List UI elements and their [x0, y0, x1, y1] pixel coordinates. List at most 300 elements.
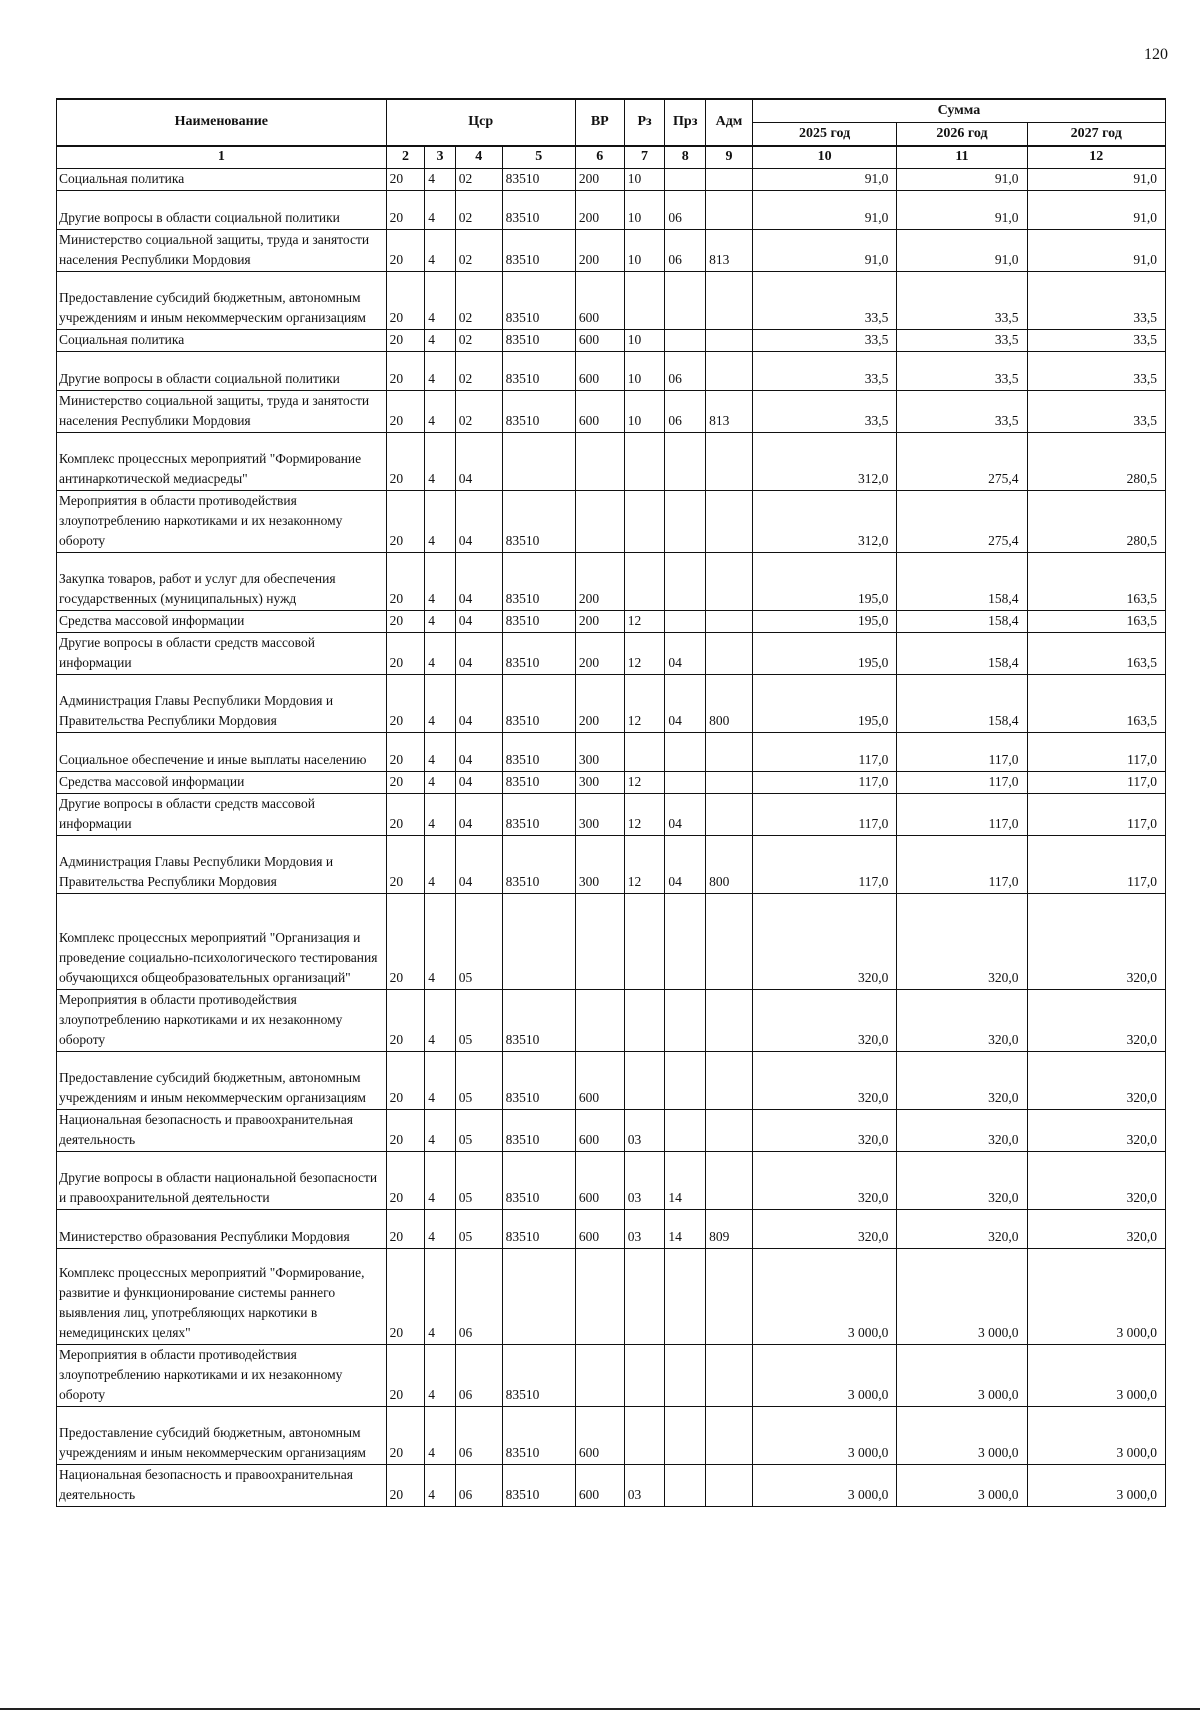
- cell-csr-program: 20: [386, 491, 425, 553]
- cell-csr-program: 20: [386, 1210, 425, 1249]
- cell-csr-program: 20: [386, 772, 425, 794]
- cell-csr-direction: 83510: [502, 794, 575, 836]
- cell-rz: 10: [624, 330, 665, 352]
- cell-sum-2026: 158,4: [897, 675, 1027, 733]
- cell-csr-type: 4: [425, 169, 456, 191]
- cell-sum-2026: 275,4: [897, 433, 1027, 491]
- cell-sum-2027: 117,0: [1027, 772, 1165, 794]
- cell-csr-program: 20: [386, 836, 425, 894]
- cell-sum-2027: 33,5: [1027, 330, 1165, 352]
- cell-rz: 12: [624, 611, 665, 633]
- cell-csr-type: 4: [425, 611, 456, 633]
- table-row: [57, 433, 1166, 491]
- cell-sum-2027: 33,5: [1027, 391, 1165, 433]
- table-row: [57, 272, 1166, 330]
- table-row: [57, 1249, 1166, 1345]
- cell-adm: [706, 794, 753, 836]
- cell-sum-2025: 195,0: [752, 611, 896, 633]
- cell-vr: [575, 1249, 624, 1345]
- cell-csr-direction: [502, 433, 575, 491]
- cell-csr-direction: 83510: [502, 633, 575, 675]
- cell-sum-2025: 312,0: [752, 433, 896, 491]
- cell-adm: [706, 433, 753, 491]
- cell-sum-2025: 3 000,0: [752, 1407, 896, 1465]
- header-prz: Прз: [665, 99, 706, 146]
- cell-sum-2025: 312,0: [752, 491, 896, 553]
- header-year-2027: 2027 год: [1027, 123, 1165, 147]
- cell-rz: [624, 1345, 665, 1407]
- cell-sum-2025: 320,0: [752, 1210, 896, 1249]
- cell-name: Министерство образования Республики Мордовия: [57, 1210, 387, 1249]
- cell-sum-2025: 117,0: [752, 772, 896, 794]
- cell-csr-type: 4: [425, 1249, 456, 1345]
- cell-csr-complex: 05: [455, 894, 502, 990]
- cell-sum-2025: 117,0: [752, 794, 896, 836]
- cell-csr-complex: 06: [455, 1345, 502, 1407]
- cell-prz: [665, 1249, 706, 1345]
- cell-csr-complex: 02: [455, 352, 502, 391]
- cell-vr: 200: [575, 611, 624, 633]
- table-row: [57, 611, 1166, 633]
- cell-csr-direction: 83510: [502, 1345, 575, 1407]
- cell-sum-2026: 3 000,0: [897, 1249, 1027, 1345]
- cell-prz: 04: [665, 836, 706, 894]
- cell-csr-type: 4: [425, 391, 456, 433]
- cell-sum-2025: 320,0: [752, 894, 896, 990]
- cell-sum-2025: 320,0: [752, 1152, 896, 1210]
- cell-name: Другие вопросы в области средств массовой информации: [57, 633, 387, 675]
- cell-sum-2025: 91,0: [752, 169, 896, 191]
- cell-name: Администрация Главы Республики Мордовия и Правительства Республики Мордовия: [57, 836, 387, 894]
- cell-name: Другие вопросы в области национальной безопасности и правоохранительной деятельности: [57, 1152, 387, 1210]
- cell-prz: [665, 433, 706, 491]
- cell-sum-2026: 91,0: [897, 191, 1027, 230]
- cell-csr-program: 20: [386, 433, 425, 491]
- cell-csr-direction: 83510: [502, 836, 575, 894]
- cell-sum-2025: 320,0: [752, 1110, 896, 1152]
- cell-sum-2026: 320,0: [897, 1052, 1027, 1110]
- cell-csr-complex: 04: [455, 772, 502, 794]
- budget-table: [56, 98, 1166, 1507]
- cell-sum-2027: 33,5: [1027, 352, 1165, 391]
- cell-csr-type: 4: [425, 794, 456, 836]
- cell-csr-direction: 83510: [502, 1465, 575, 1507]
- cell-name: Социальная политика: [57, 169, 387, 191]
- cell-prz: 06: [665, 391, 706, 433]
- cell-name: Другие вопросы в области средств массовой информации: [57, 794, 387, 836]
- cell-csr-complex: 05: [455, 1152, 502, 1210]
- cell-adm: [706, 1407, 753, 1465]
- cell-csr-complex: 05: [455, 1110, 502, 1152]
- cell-csr-type: 4: [425, 191, 456, 230]
- cell-csr-type: 4: [425, 1407, 456, 1465]
- table-row: [57, 553, 1166, 611]
- cell-csr-type: 4: [425, 272, 456, 330]
- cell-vr: 200: [575, 553, 624, 611]
- cell-csr-program: 20: [386, 169, 425, 191]
- cell-sum-2025: 195,0: [752, 553, 896, 611]
- cell-vr: 600: [575, 1407, 624, 1465]
- cell-prz: [665, 169, 706, 191]
- cell-sum-2026: 3 000,0: [897, 1407, 1027, 1465]
- cell-csr-direction: 83510: [502, 491, 575, 553]
- cell-sum-2027: 3 000,0: [1027, 1465, 1165, 1507]
- cell-name: Средства массовой информации: [57, 772, 387, 794]
- table-row: [57, 1052, 1166, 1110]
- cell-name: Комплекс процессных мероприятий "Организация и проведение социально-психологического тестирования обучающихся общеобразовательных организаций": [57, 894, 387, 990]
- cell-csr-complex: 06: [455, 1465, 502, 1507]
- column-number: 6: [575, 146, 624, 169]
- cell-adm: [706, 169, 753, 191]
- cell-csr-direction: 83510: [502, 553, 575, 611]
- cell-csr-type: 4: [425, 836, 456, 894]
- cell-name: Средства массовой информации: [57, 611, 387, 633]
- cell-csr-type: 4: [425, 230, 456, 272]
- cell-csr-program: 20: [386, 272, 425, 330]
- cell-csr-complex: 04: [455, 675, 502, 733]
- cell-name: Мероприятия в области противодействия злоупотреблению наркотиками и их незаконному обороту: [57, 990, 387, 1052]
- table-row: [57, 733, 1166, 772]
- cell-csr-program: 20: [386, 230, 425, 272]
- cell-rz: [624, 1249, 665, 1345]
- cell-vr: [575, 894, 624, 990]
- cell-rz: [624, 1052, 665, 1110]
- column-number-row: [57, 146, 1166, 169]
- cell-prz: 14: [665, 1210, 706, 1249]
- cell-sum-2025: 320,0: [752, 990, 896, 1052]
- cell-prz: [665, 733, 706, 772]
- cell-csr-program: 20: [386, 1110, 425, 1152]
- table-row: [57, 352, 1166, 391]
- cell-sum-2027: 163,5: [1027, 633, 1165, 675]
- cell-vr: 200: [575, 230, 624, 272]
- cell-vr: [575, 491, 624, 553]
- cell-sum-2025: 33,5: [752, 330, 896, 352]
- cell-adm: 813: [706, 230, 753, 272]
- cell-csr-type: 4: [425, 1465, 456, 1507]
- cell-prz: [665, 611, 706, 633]
- cell-vr: 600: [575, 352, 624, 391]
- cell-sum-2026: 320,0: [897, 1110, 1027, 1152]
- cell-csr-program: 20: [386, 990, 425, 1052]
- cell-csr-program: 20: [386, 391, 425, 433]
- cell-csr-program: 20: [386, 894, 425, 990]
- cell-name: Социальное обеспечение и иные выплаты населению: [57, 733, 387, 772]
- table-row: [57, 1210, 1166, 1249]
- cell-vr: 300: [575, 733, 624, 772]
- cell-rz: 10: [624, 391, 665, 433]
- cell-rz: [624, 894, 665, 990]
- cell-sum-2027: 117,0: [1027, 836, 1165, 894]
- cell-csr-complex: 04: [455, 491, 502, 553]
- column-number: 2: [386, 146, 425, 169]
- table-row: [57, 1345, 1166, 1407]
- cell-prz: 06: [665, 230, 706, 272]
- cell-sum-2026: 275,4: [897, 491, 1027, 553]
- cell-csr-direction: 83510: [502, 352, 575, 391]
- cell-adm: [706, 611, 753, 633]
- cell-sum-2026: 320,0: [897, 894, 1027, 990]
- cell-sum-2027: 91,0: [1027, 191, 1165, 230]
- cell-sum-2027: 320,0: [1027, 1110, 1165, 1152]
- cell-rz: 10: [624, 191, 665, 230]
- cell-csr-program: 20: [386, 1345, 425, 1407]
- table-row: [57, 836, 1166, 894]
- cell-adm: [706, 633, 753, 675]
- cell-vr: [575, 990, 624, 1052]
- cell-adm: 813: [706, 391, 753, 433]
- cell-csr-program: 20: [386, 330, 425, 352]
- cell-csr-type: 4: [425, 894, 456, 990]
- cell-csr-complex: 02: [455, 272, 502, 330]
- cell-csr-type: 4: [425, 772, 456, 794]
- cell-csr-complex: 04: [455, 794, 502, 836]
- cell-prz: 06: [665, 352, 706, 391]
- cell-csr-type: 4: [425, 1052, 456, 1110]
- cell-vr: 300: [575, 794, 624, 836]
- table-row: [57, 772, 1166, 794]
- cell-sum-2025: 195,0: [752, 633, 896, 675]
- cell-csr-program: 20: [386, 633, 425, 675]
- page-number: 120: [1144, 46, 1168, 63]
- cell-rz: 03: [624, 1465, 665, 1507]
- cell-csr-type: 4: [425, 330, 456, 352]
- cell-name: Другие вопросы в области социальной политики: [57, 352, 387, 391]
- cell-sum-2027: 117,0: [1027, 733, 1165, 772]
- cell-csr-direction: [502, 894, 575, 990]
- cell-csr-direction: 83510: [502, 1407, 575, 1465]
- cell-name: Министерство социальной защиты, труда и занятости населения Республики Мордовия: [57, 230, 387, 272]
- cell-name: Администрация Главы Республики Мордовия и Правительства Республики Мордовия: [57, 675, 387, 733]
- header-year-2025: 2025 год: [752, 123, 896, 147]
- cell-vr: [575, 433, 624, 491]
- cell-sum-2027: 320,0: [1027, 1152, 1165, 1210]
- cell-prz: [665, 553, 706, 611]
- header-sum: Сумма: [752, 99, 1165, 123]
- cell-csr-complex: 04: [455, 633, 502, 675]
- table-row: [57, 633, 1166, 675]
- cell-adm: [706, 191, 753, 230]
- table-row: [57, 1465, 1166, 1507]
- cell-csr-direction: 83510: [502, 1052, 575, 1110]
- cell-adm: [706, 1152, 753, 1210]
- cell-csr-complex: 02: [455, 191, 502, 230]
- cell-prz: [665, 772, 706, 794]
- cell-prz: 04: [665, 794, 706, 836]
- cell-sum-2025: 33,5: [752, 272, 896, 330]
- cell-sum-2025: 33,5: [752, 391, 896, 433]
- table-row: [57, 990, 1166, 1052]
- cell-vr: 600: [575, 1210, 624, 1249]
- cell-csr-direction: 83510: [502, 391, 575, 433]
- cell-csr-direction: 83510: [502, 330, 575, 352]
- cell-name: Социальная политика: [57, 330, 387, 352]
- cell-name: Министерство социальной защиты, труда и занятости населения Республики Мордовия: [57, 391, 387, 433]
- cell-adm: [706, 330, 753, 352]
- header-year-2026: 2026 год: [897, 123, 1027, 147]
- cell-csr-type: 4: [425, 1152, 456, 1210]
- cell-sum-2026: 320,0: [897, 1210, 1027, 1249]
- column-number: 11: [897, 146, 1027, 169]
- cell-sum-2027: 91,0: [1027, 169, 1165, 191]
- cell-sum-2026: 117,0: [897, 733, 1027, 772]
- cell-rz: 12: [624, 633, 665, 675]
- cell-adm: 809: [706, 1210, 753, 1249]
- cell-csr-complex: 02: [455, 169, 502, 191]
- cell-csr-direction: 83510: [502, 611, 575, 633]
- cell-vr: 600: [575, 272, 624, 330]
- cell-sum-2025: 195,0: [752, 675, 896, 733]
- cell-csr-complex: 06: [455, 1249, 502, 1345]
- table-row: [57, 391, 1166, 433]
- cell-prz: 06: [665, 191, 706, 230]
- cell-csr-type: 4: [425, 491, 456, 553]
- cell-vr: 200: [575, 633, 624, 675]
- cell-rz: 12: [624, 675, 665, 733]
- cell-csr-direction: 83510: [502, 990, 575, 1052]
- cell-prz: [665, 1465, 706, 1507]
- cell-prz: [665, 1407, 706, 1465]
- column-number: 7: [624, 146, 665, 169]
- cell-csr-complex: 06: [455, 1407, 502, 1465]
- cell-sum-2026: 117,0: [897, 836, 1027, 894]
- page-bottom-rule: [0, 1708, 1200, 1710]
- cell-csr-type: 4: [425, 1345, 456, 1407]
- column-number: 9: [706, 146, 753, 169]
- cell-csr-complex: 05: [455, 1052, 502, 1110]
- cell-vr: 600: [575, 1052, 624, 1110]
- cell-csr-program: 20: [386, 1465, 425, 1507]
- cell-sum-2026: 3 000,0: [897, 1345, 1027, 1407]
- cell-vr: 600: [575, 330, 624, 352]
- cell-sum-2027: 33,5: [1027, 272, 1165, 330]
- cell-sum-2027: 3 000,0: [1027, 1407, 1165, 1465]
- cell-vr: 600: [575, 1110, 624, 1152]
- cell-rz: 12: [624, 794, 665, 836]
- cell-sum-2027: 117,0: [1027, 794, 1165, 836]
- cell-csr-program: 20: [386, 1052, 425, 1110]
- cell-csr-type: 4: [425, 352, 456, 391]
- cell-name: Закупка товаров, работ и услуг для обеспечения государственных (муниципальных) нужд: [57, 553, 387, 611]
- cell-csr-complex: 02: [455, 330, 502, 352]
- cell-rz: [624, 433, 665, 491]
- cell-adm: [706, 990, 753, 1052]
- cell-adm: [706, 733, 753, 772]
- cell-adm: [706, 1110, 753, 1152]
- table-row: [57, 894, 1166, 990]
- cell-sum-2027: 320,0: [1027, 1052, 1165, 1110]
- cell-vr: 600: [575, 391, 624, 433]
- cell-sum-2025: 3 000,0: [752, 1345, 896, 1407]
- column-number: 10: [752, 146, 896, 169]
- cell-vr: [575, 1345, 624, 1407]
- cell-adm: [706, 772, 753, 794]
- cell-name: Мероприятия в области противодействия злоупотреблению наркотиками и их незаконному обороту: [57, 491, 387, 553]
- cell-name: Предоставление субсидий бюджетным, автономным учреждениям и иным некоммерческим организациям: [57, 1407, 387, 1465]
- cell-csr-program: 20: [386, 352, 425, 391]
- cell-adm: [706, 1052, 753, 1110]
- cell-csr-program: 20: [386, 191, 425, 230]
- table-header: [57, 99, 1166, 169]
- cell-adm: [706, 1345, 753, 1407]
- cell-name: Предоставление субсидий бюджетным, автономным учреждениям и иным некоммерческим организациям: [57, 1052, 387, 1110]
- cell-name: Мероприятия в области противодействия злоупотреблению наркотиками и их незаконному обороту: [57, 1345, 387, 1407]
- cell-prz: [665, 1345, 706, 1407]
- header-adm: Адм: [706, 99, 753, 146]
- cell-csr-type: 4: [425, 633, 456, 675]
- cell-csr-direction: 83510: [502, 772, 575, 794]
- cell-vr: 300: [575, 836, 624, 894]
- table-row: [57, 1407, 1166, 1465]
- cell-sum-2026: 91,0: [897, 169, 1027, 191]
- cell-csr-type: 4: [425, 733, 456, 772]
- cell-rz: [624, 553, 665, 611]
- cell-rz: [624, 733, 665, 772]
- table-row: [57, 169, 1166, 191]
- cell-rz: 03: [624, 1110, 665, 1152]
- table-row: [57, 1152, 1166, 1210]
- cell-sum-2026: 3 000,0: [897, 1465, 1027, 1507]
- cell-rz: 10: [624, 230, 665, 272]
- cell-sum-2027: 3 000,0: [1027, 1345, 1165, 1407]
- cell-sum-2026: 158,4: [897, 611, 1027, 633]
- cell-sum-2027: 280,5: [1027, 491, 1165, 553]
- cell-prz: [665, 1052, 706, 1110]
- cell-sum-2026: 117,0: [897, 772, 1027, 794]
- cell-csr-program: 20: [386, 611, 425, 633]
- cell-sum-2026: 158,4: [897, 633, 1027, 675]
- cell-csr-direction: 83510: [502, 733, 575, 772]
- column-number: 12: [1027, 146, 1165, 169]
- cell-sum-2026: 91,0: [897, 230, 1027, 272]
- cell-vr: 200: [575, 675, 624, 733]
- cell-csr-complex: 04: [455, 611, 502, 633]
- cell-prz: 04: [665, 633, 706, 675]
- cell-rz: 10: [624, 352, 665, 391]
- cell-rz: [624, 491, 665, 553]
- cell-csr-program: 20: [386, 1407, 425, 1465]
- cell-adm: [706, 1465, 753, 1507]
- cell-sum-2026: 117,0: [897, 794, 1027, 836]
- header-csr: Цср: [386, 99, 575, 146]
- cell-csr-program: 20: [386, 733, 425, 772]
- cell-adm: [706, 1249, 753, 1345]
- cell-sum-2027: 320,0: [1027, 894, 1165, 990]
- cell-csr-program: 20: [386, 553, 425, 611]
- cell-adm: [706, 553, 753, 611]
- header-rz: Рз: [624, 99, 665, 146]
- cell-csr-direction: 83510: [502, 191, 575, 230]
- cell-csr-direction: 83510: [502, 1152, 575, 1210]
- cell-vr: 300: [575, 772, 624, 794]
- cell-name: Комплекс процессных мероприятий "Формирование антинаркотической медиасреды": [57, 433, 387, 491]
- cell-sum-2026: 320,0: [897, 990, 1027, 1052]
- cell-csr-complex: 05: [455, 1210, 502, 1249]
- cell-prz: [665, 894, 706, 990]
- cell-rz: [624, 1407, 665, 1465]
- column-number: 8: [665, 146, 706, 169]
- cell-rz: [624, 272, 665, 330]
- header-name: Наименование: [57, 99, 387, 146]
- cell-prz: [665, 491, 706, 553]
- cell-csr-program: 20: [386, 1152, 425, 1210]
- cell-vr: 200: [575, 169, 624, 191]
- column-number: 4: [455, 146, 502, 169]
- cell-name: Национальная безопасность и правоохранительная деятельность: [57, 1465, 387, 1507]
- cell-csr-complex: 04: [455, 836, 502, 894]
- cell-vr: 200: [575, 191, 624, 230]
- cell-csr-direction: [502, 1249, 575, 1345]
